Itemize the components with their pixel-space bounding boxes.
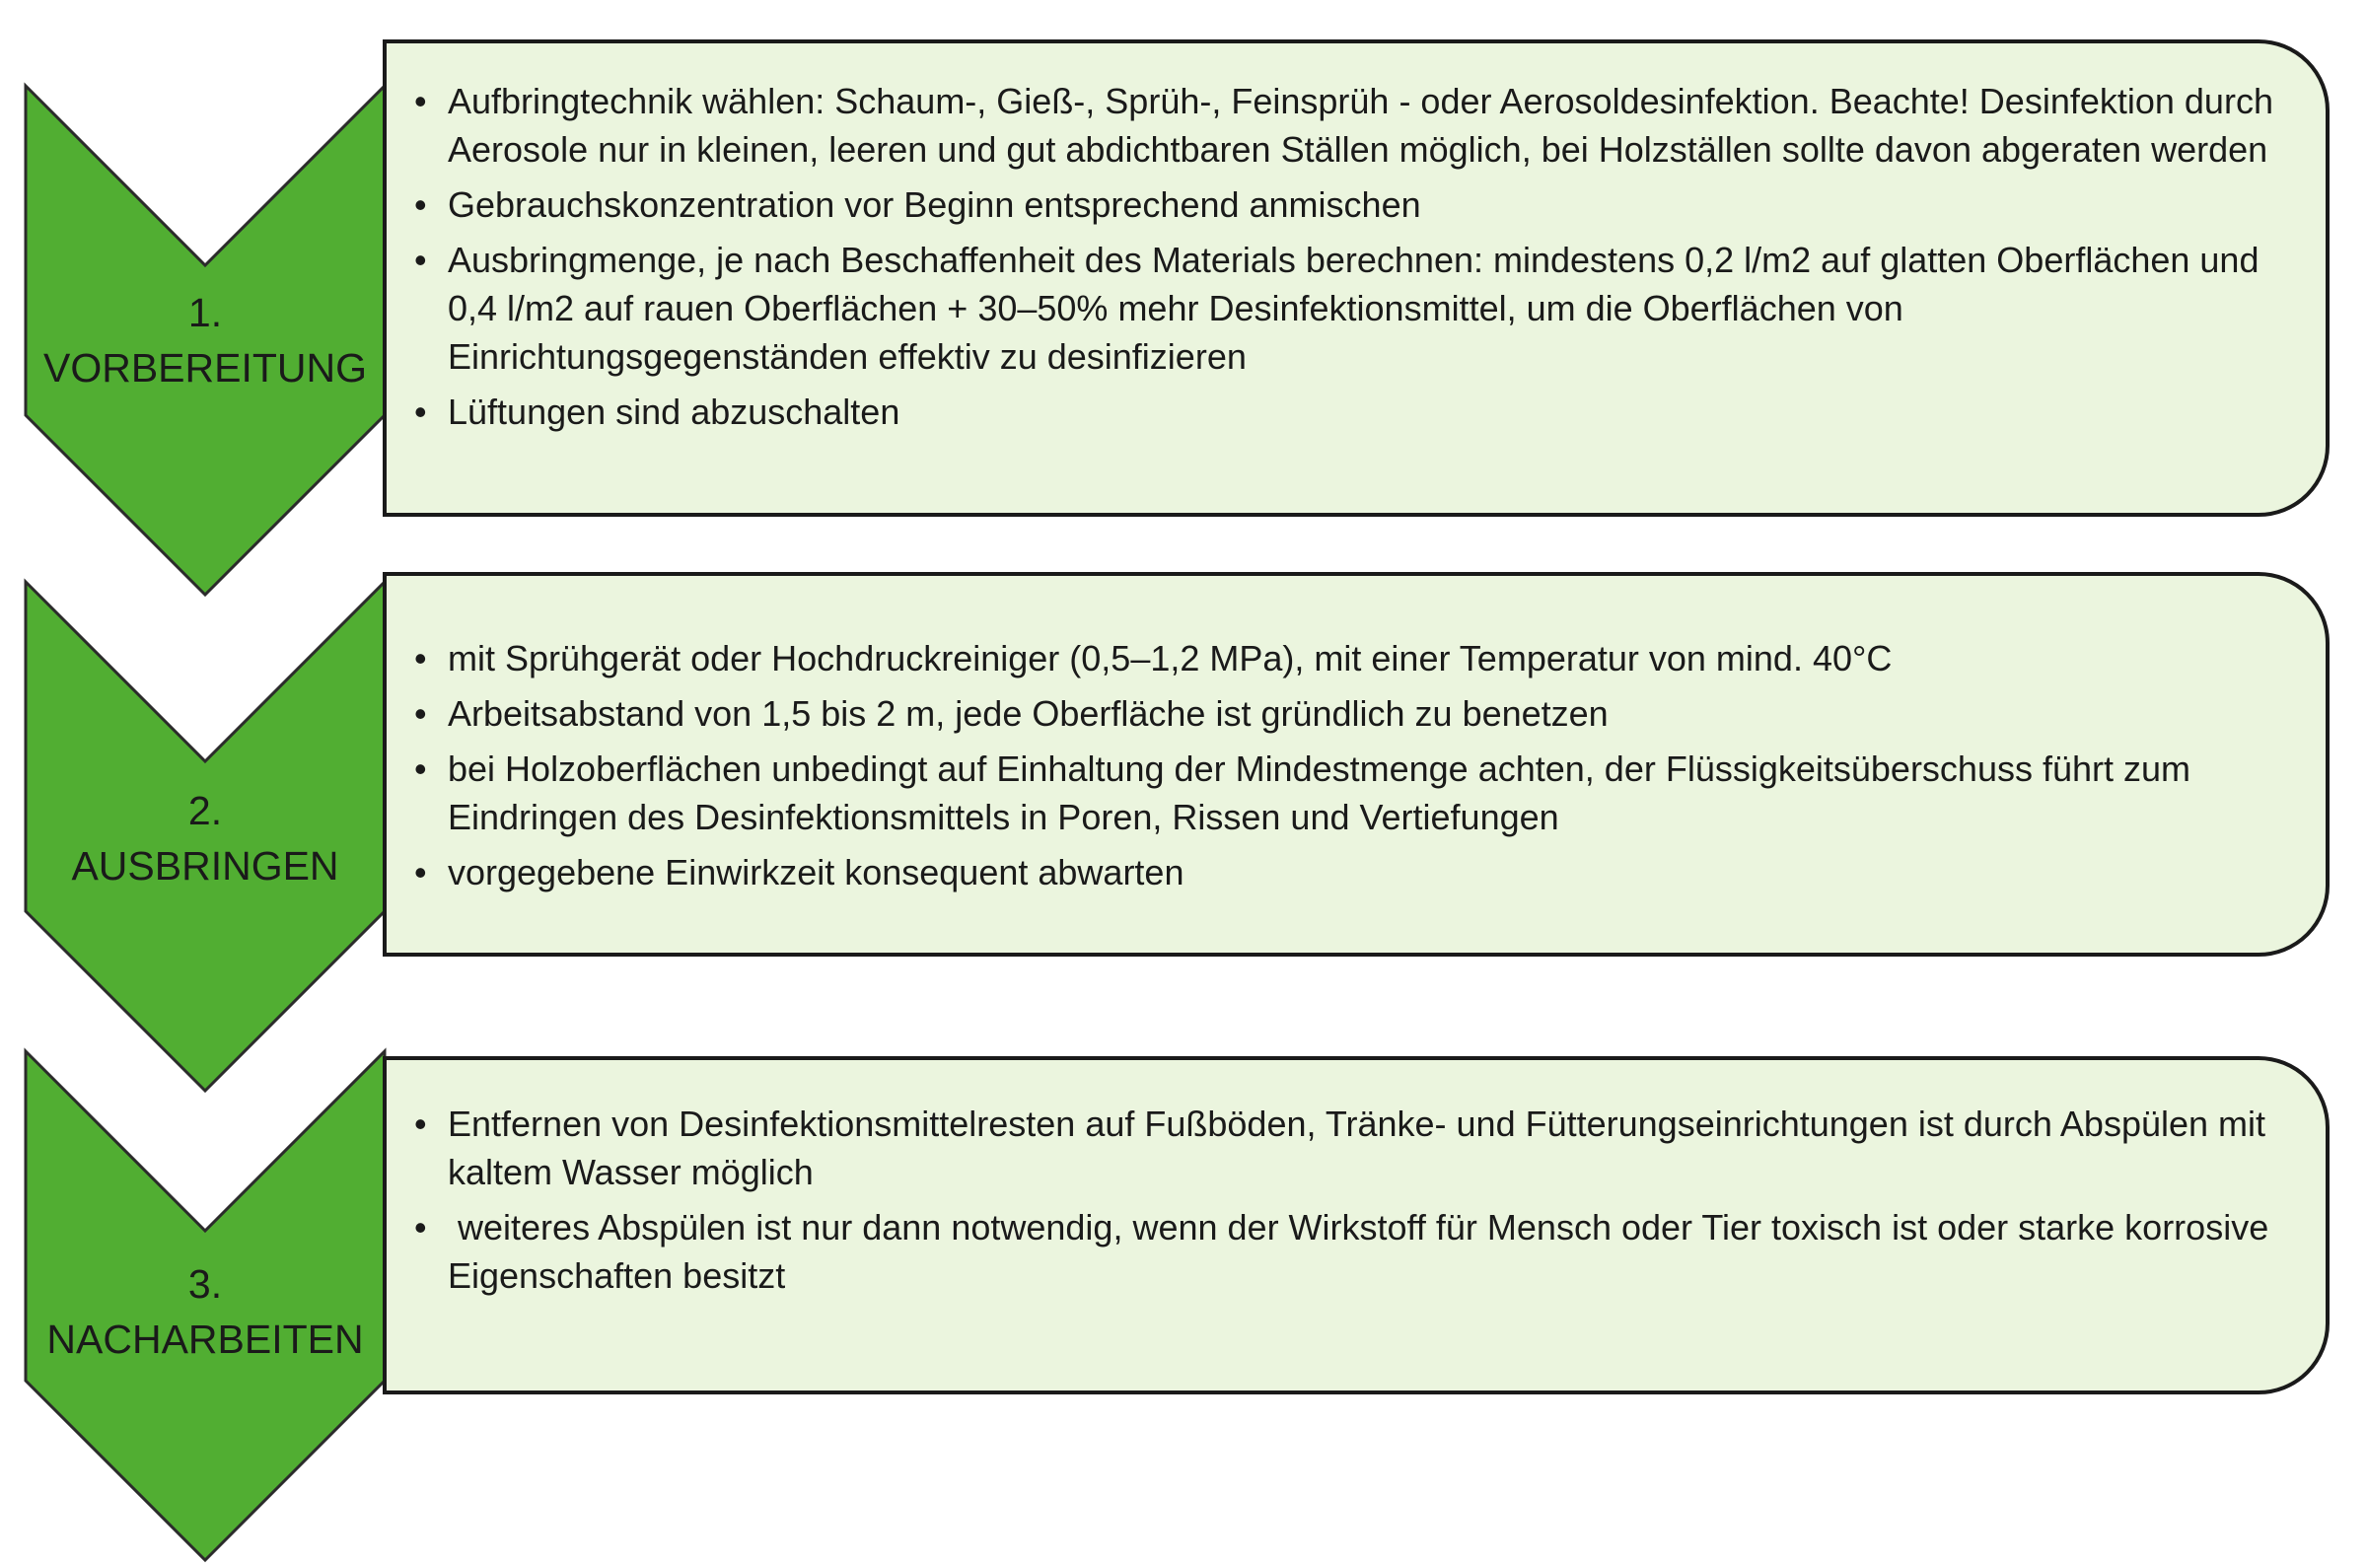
step-1-number: 1. [187,290,223,335]
step-3-number: 3. [187,1261,223,1307]
step-3-bullet: • Entfernen von Desinfektionsmittelresten auf Fußböden, Tränke- und Fütterungseinrichtungen ist durch Abspülen mit kaltem Wasser möglich [414,1100,2302,1196]
step-3-bullet: • weiteres Abspülen ist nur dann notwendig, wenn der Wirkstoff für Mensch oder Tier toxisch ist oder starke korrosive Eigenschaften besitzt [414,1203,2302,1300]
step-3-title: NACHARBEITEN [46,1317,364,1362]
step-1-bullet-list [414,77,2302,443]
step-1-bullet: • Gebrauchskonzentration vor Beginn entsprechend anmischen [414,180,2302,229]
step-2-bullet: • Arbeitsabstand von 1,5 bis 2 m, jede Oberfläche ist gründlich zu benetzen [414,689,2302,738]
step-3-box [383,1056,2330,1394]
step-2-bullet: • vorgegebene Einwirkzeit konsequent abwarten [414,848,2302,896]
step-2-bullet: • bei Holzoberflächen unbedingt auf Einhaltung der Mindestmenge achten, der Flüssigkeitsüberschuss führt zum Eindringen des Desinfektionsmittels in Poren, Rissen und Vertiefungen [414,745,2302,841]
step-2-bullet-list [414,634,2302,903]
step-3-bullet-list [414,1100,2302,1307]
step-2-bullet: • mit Sprühgerät oder Hochdruckreiniger (0,5–1,2 MPa), mit einer Temperatur von mind. 40°C [414,634,2302,682]
step-1-bullet: • Aufbringtechnik wählen: Schaum-, Gieß-, Sprüh-, Feinsprüh - oder Aerosoldesinfektion. Beachte! Desinfektion durch Aerosole nur in kleinen, leeren und gut abdichtbaren Ställen möglich, bei Holzställen sollte davon abgeraten werden [414,77,2302,174]
step-1-title: VORBEREITUNG [42,345,368,391]
step-2-title: AUSBRINGEN [71,843,339,889]
step-1-label [26,285,385,395]
step-1-box [383,39,2330,517]
step-1-bullet: • Ausbringmenge, je nach Beschaffenheit des Materials berechnen: mindestens 0,2 l/m2 auf glatten Oberflächen und 0,4 l/m2 auf rauen Oberflächen + 30–50% mehr Desinfektionsmittel, um die Oberflächen von Einrichtungsgegenständen effektiv zu desinfizieren [414,236,2302,381]
step-2-number: 2. [187,788,223,833]
step-2-label [26,783,385,893]
step-3-label [26,1256,385,1367]
step-1-bullet: • Lüftungen sind abzuschalten [414,388,2302,436]
step-2-box [383,572,2330,957]
